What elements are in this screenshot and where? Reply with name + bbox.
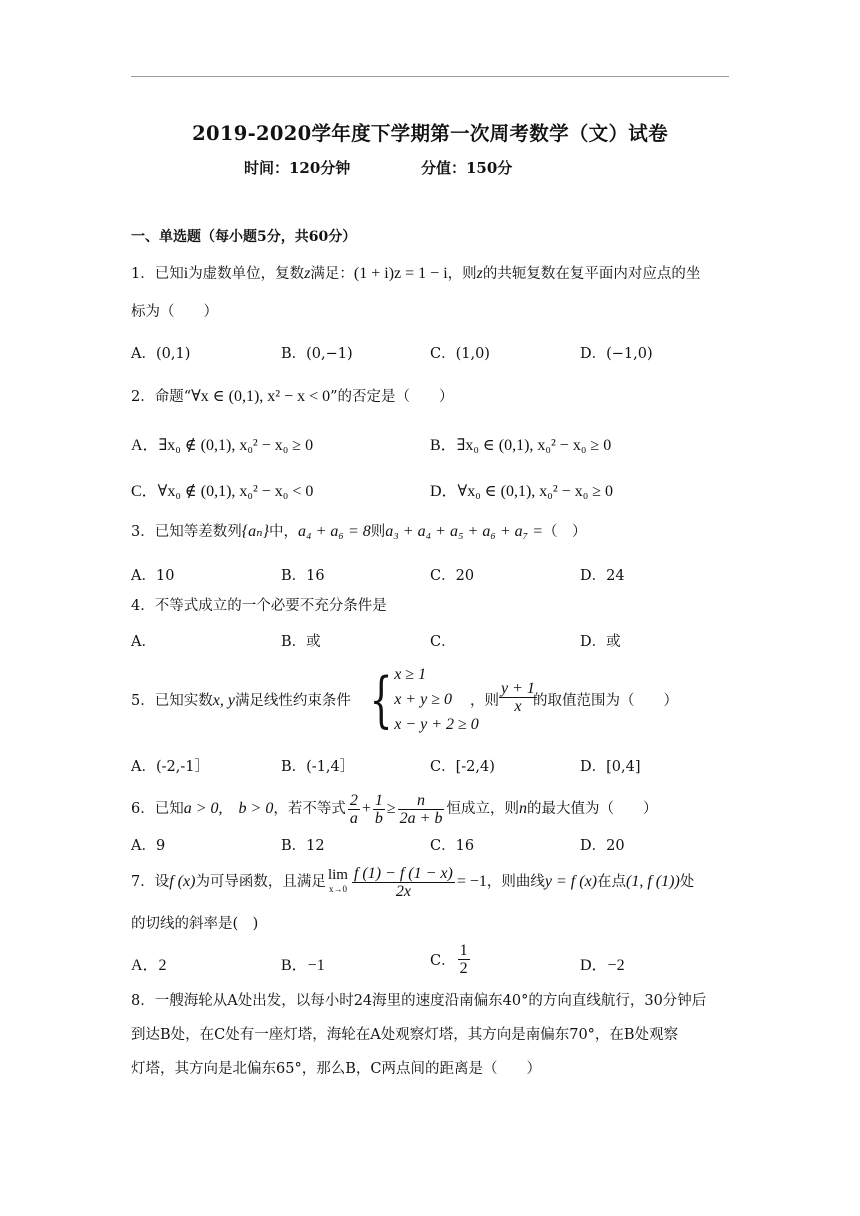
question-1: 1．已知i为虚数单位，复数z满足：(1 + i)z = 1 − i，则z的共轭复数在复平面内对应点的坐	[131, 265, 701, 282]
q1-option-a: A．(0,1)	[131, 346, 191, 362]
question-1-line2: 标为（ ）	[131, 304, 218, 320]
q2-option-d: D．∀x₀ ∈ (0,1), x₀² − x₀ ≥ 0	[430, 483, 614, 500]
q4-option-d: D．或	[580, 634, 621, 650]
q6-option-d: D．20	[580, 838, 625, 854]
time-label: 时间：120分钟	[244, 159, 351, 177]
question-4: 4．不等式成立的一个必要不充分条件是	[131, 598, 387, 614]
q1-option-b: B．(0,−1)	[281, 346, 353, 362]
q7-limit: lim x→0	[327, 867, 348, 894]
page-title: 2019-2020学年度下学期第一次周考数学（文）试卷	[192, 122, 668, 145]
q1-option-c: C．(1,0)	[430, 346, 490, 362]
q7-option-b: B．−1	[281, 957, 325, 974]
question-5-lead: 5．已知实数x, y满足线性约束条件	[131, 692, 351, 709]
header-rule	[131, 76, 729, 77]
question-5-end: 的取值范围为（ ）	[533, 693, 678, 709]
q4-option-c: C．	[430, 634, 456, 650]
question-8-line3: 灯塔，其方向是北偏东65°，那么B，C两点间的距离是（ ）	[131, 1061, 541, 1077]
q6-fraction-3: $\frac{n}{2a + b}$	[399, 791, 443, 827]
q7-option-a: A．2	[131, 957, 167, 974]
q6-fraction-1: $\frac{2}{a}$	[349, 791, 358, 827]
q5-option-c: C．[-2,4)	[430, 759, 495, 775]
q5-option-d: D．[0,4]	[580, 759, 641, 775]
q3-option-a: A．10	[131, 568, 175, 584]
q5-option-a: A．(-2,-1］	[131, 759, 209, 775]
q6-option-b: B．12	[281, 838, 325, 854]
q3-option-d: D．24	[580, 568, 625, 584]
score-label: 分值：150分	[421, 159, 513, 177]
q7-option-c: C． $\frac{1}{2}$	[430, 942, 468, 977]
q1-option-d: D．(−1,0)	[580, 346, 653, 362]
question-6: 6．已知 a > 0, b > 0 ，若不等式 $\frac{2}{a}$ + $\frac{1}{b}$ ≥ $\frac{n}{2a + b}$ 恒成立，则 n 的最大值为（ ）	[131, 791, 658, 827]
q2-option-c: C．∀x₀ ∉ (0,1), x₀² − x₀ < 0	[131, 483, 314, 500]
question-3: 3．已知等差数列{aₙ}中，a₄ + a₆ = 8则a₃ + a₄ + a₅ + a₆ + a₇ =（ ）	[131, 523, 587, 540]
q1-equation: (1 + i)z = 1 − i	[353, 265, 448, 282]
q4-option-a: A．	[131, 634, 156, 650]
q2-option-b: B．∃x₀ ∈ (0,1), x₀² − x₀ ≥ 0	[430, 437, 612, 454]
question-7-line2: 的切线的斜率是( )	[131, 916, 259, 932]
section-heading: 一、单选题（每小题5分，共60分）	[131, 229, 357, 245]
q6-fraction-2: $\frac{1}{b}$	[374, 791, 383, 827]
left-brace-icon: {	[369, 664, 393, 735]
q6-option-a: A．9	[131, 838, 166, 854]
constraint-system: { x ≥ 1 x + y ≥ 0 x − y + 2 ≥ 0	[369, 664, 479, 735]
question-8-line1: 8．一艘海轮从A处出发，以每小时24海里的速度沿南偏东40°的方向直线航行，30分钟后	[131, 993, 707, 1009]
question-8-line2: 到达B处，在C处有一座灯塔，海轮在A处观察灯塔，其方向是南偏东70°，在B处观察	[131, 1027, 679, 1043]
q6-option-c: C．16	[430, 838, 475, 854]
question-7: 7．设 f (x) 为可导函数，且满足 lim x→0 $\frac{f (1) - f (1 - x)}{2x}$ = −1 ，则曲线 y = f (x) 在点 (1, f (1)) 处	[131, 864, 695, 900]
q3-option-b: B．16	[281, 568, 325, 584]
question-5-tail: ，则	[470, 693, 499, 709]
q7-option-d: D．−2	[580, 957, 625, 974]
q7-fraction: $\frac{f (1) - f (1 - x)}{2x}$	[353, 864, 453, 900]
q4-option-b: B．或	[281, 634, 321, 650]
q2-option-a: A．∃x₀ ∉ (0,1), x₀² − x₀ ≥ 0	[131, 437, 314, 454]
q5-fraction: $\frac{y + 1}{x}$	[501, 680, 535, 715]
q3-option-c: C．20	[430, 568, 475, 584]
question-2: 2．命题“∀x ∈ (0,1), x² − x < 0”的否定是（ ）	[131, 388, 454, 405]
q5-option-b: B．(-1,4］	[281, 759, 355, 775]
